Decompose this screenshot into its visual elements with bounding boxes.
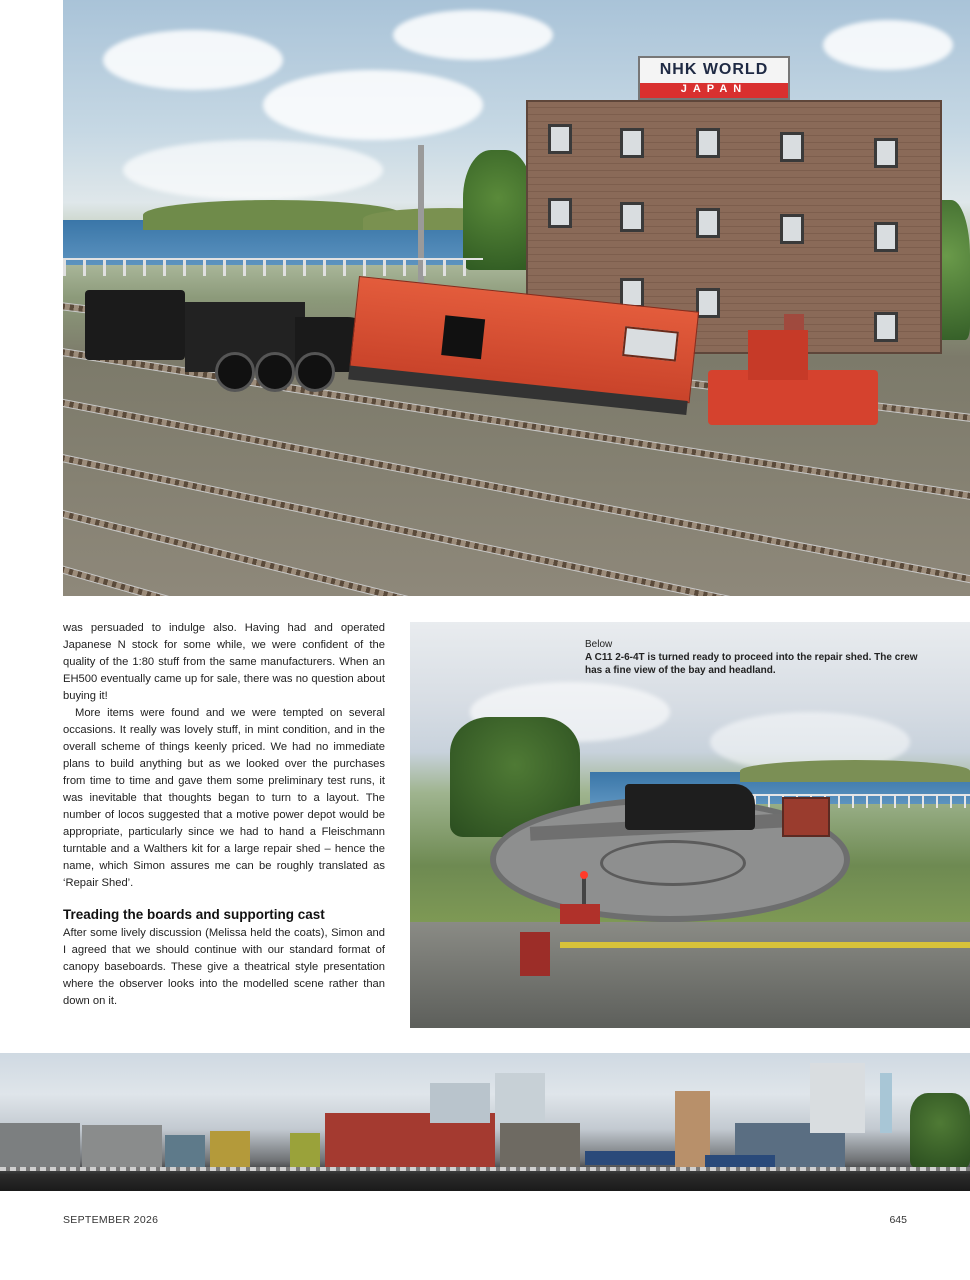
turntable-photo <box>410 622 970 1028</box>
paragraph-3: After some lively discussion (Melissa held the coats), Simon and I agreed that we should continue with our standard format of canopy baseboards. These give a theatrical style presentation where the observer looks into the modelled scene rather than down on it. <box>63 927 385 1007</box>
photo-caption <box>585 638 925 677</box>
page-number: 645 <box>889 1214 907 1226</box>
nhk-world-sign <box>638 56 790 100</box>
snow-plough <box>708 330 888 430</box>
article-body <box>63 620 385 1010</box>
sign-line-2: JAPAN <box>640 83 788 98</box>
steam-locomotive <box>85 282 385 402</box>
issue-date: SEPTEMBER 2026 <box>63 1214 159 1226</box>
c11-locomotive <box>625 784 755 830</box>
panorama-photo <box>0 1053 970 1191</box>
caption-text: A C11 2-6-4T is turned ready to proceed into the repair shed. The crew has a fine view of the bay and headland. <box>585 652 918 676</box>
caption-kicker: Below <box>585 639 613 650</box>
paragraph-2: More items were found and we were tempted on several occasions. It really was lovely stuff, in mint condition, and in the overall scheme of things keenly priced. We had no immediate plans to build anything but as we looked over the purchases from time to time and gave them some preliminary test runs, it was inevitable that thoughts began to turn to a layout. The number of locos suggested that a motive power depot would be appropriate, particularly since we had to hand a Fleischmann turntable and a Walthers kit for a large repair shed – hence the name, which Simon assures me can be roughly translated as ‘Repair Shed’. <box>63 707 385 889</box>
sign-line-1: NHK WORLD <box>659 61 769 78</box>
paragraph-1: was persuaded to indulge also. Having had and operated Japanese N stock for some while, we were confident of the quality of the 1:80 stuff from the same manufacturers. When an EH500 eventually came up for sale, there was no question about buying it! <box>63 622 385 702</box>
top-photo-locomotives <box>63 0 970 596</box>
subheading: Treading the boards and supporting cast <box>63 907 325 922</box>
